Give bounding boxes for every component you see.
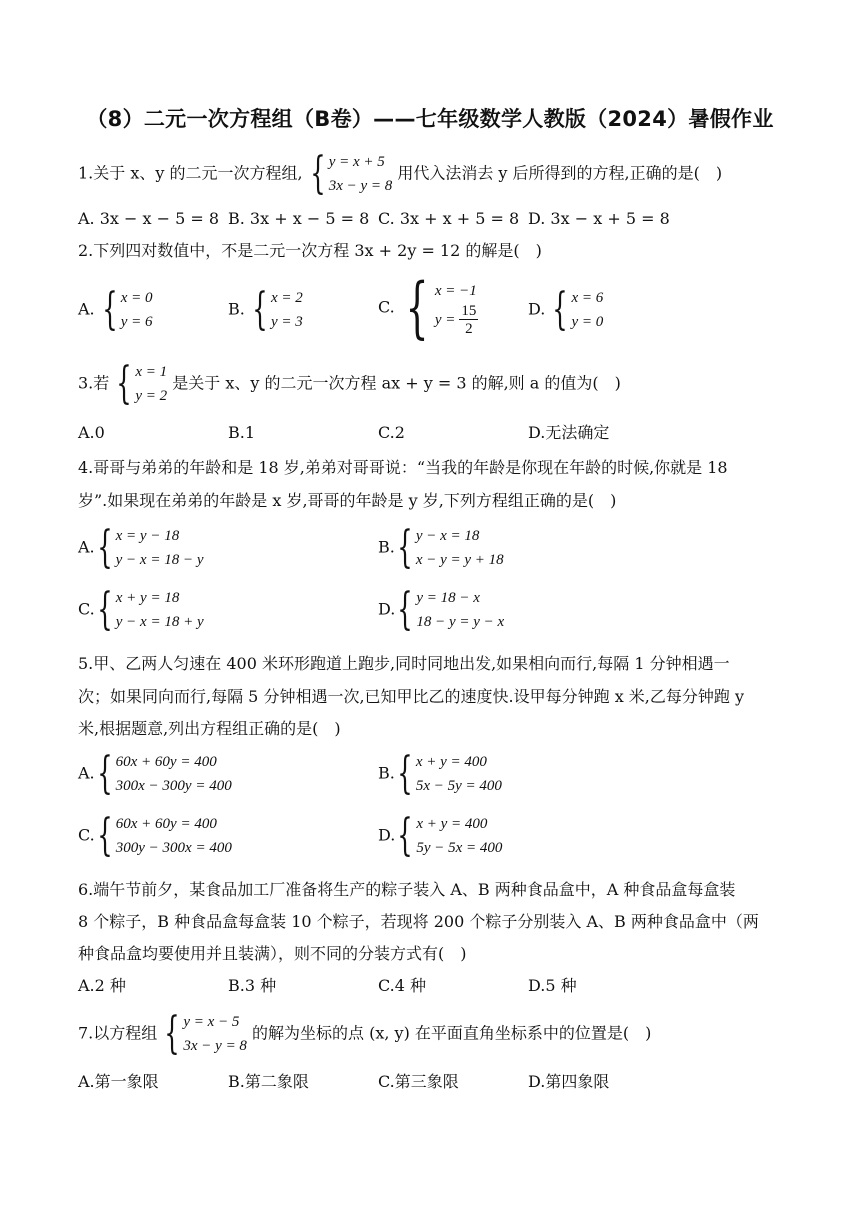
brace-icon: { [164, 1008, 181, 1059]
question-6-line-3: 种食品盒均要使用并且装满），则不同的分装方式有( ) [78, 944, 467, 963]
question-1 [78, 150, 722, 198]
question-4-line-2: 岁”.如果现在弟弟的年龄是 x 岁,哥哥的年龄是 y 岁,下列方程组正确的是( ) [78, 491, 617, 510]
question-4-line-1: 4.哥哥与弟弟的年龄和是 18 岁,弟弟对哥哥说：“当我的年龄是你现在年龄的时候,你就是 18 [78, 458, 728, 477]
q7-option-c[interactable]: C.第三象限 [378, 1072, 459, 1091]
question-7: 7.以方程组 { y = x − 5 3x − y = 8 的解为坐标的点 (x, y) 在平面直角坐标系中的位置是( ) [78, 1008, 652, 1059]
question-5-line-2: 次；如果同向而行,每隔 5 分钟相遇一次,已知甲比乙的速度快.设甲每分钟跑 x 米,乙每分钟跑 y [78, 687, 745, 706]
brace-icon: { [116, 358, 133, 409]
q4-option-d[interactable]: D. { y = 18 − x 18 − y = y − x [378, 584, 505, 635]
q1-stem-post: 用代入法消去 y 后所得到的方程,正确的是( ) [397, 163, 723, 183]
q1-eq1: y = x + 5 [328, 154, 385, 170]
q4-option-a[interactable]: A. { x = y − 18 y − x = 18 − y [78, 522, 204, 573]
brace-icon: { [397, 810, 414, 861]
q5-option-b[interactable]: B. { x + y = 400 5x − 5y = 400 [378, 748, 502, 799]
brace-icon: { [397, 584, 414, 635]
brace-icon: { [97, 584, 113, 635]
brace-icon: { [397, 522, 413, 573]
q1-eq2: 3x − y = 8 [328, 178, 393, 194]
q3-option-b[interactable]: B.1 [228, 423, 256, 442]
question-5-line-3: 米,根据题意,列出方程组正确的是( ) [78, 719, 341, 738]
question-6-line-1: 6.端午节前夕，某食品加工厂准备将生产的粽子装入 A、B 两种食品盒中，A 种食品盒每盒装 [78, 880, 736, 899]
question-5-line-1: 5.甲、乙两人匀速在 400 米环形跑道上跑步,同时同地出发,如果相向而行,每隔 1 分钟相遇一 [78, 654, 730, 673]
q6-option-c[interactable]: C.4 种 [378, 976, 427, 995]
page-title: （8）二元一次方程组（B卷）——七年级数学人教版（2024）暑假作业 [86, 107, 774, 131]
q5-option-d[interactable]: D. { x + y = 400 5y − 5x = 400 [378, 810, 503, 861]
q3-option-a[interactable]: A.0 [78, 423, 105, 442]
question-3: 3.若 { x = 1 y = 2 是关于 x、y 的二元一次方程 ax + y = 3 的解,则 a 的值为( ) [78, 358, 621, 409]
q2-option-b[interactable]: B. { x = 2 y = 3 [228, 284, 303, 335]
q6-option-d[interactable]: D.5 种 [528, 976, 577, 995]
q1-option-b[interactable]: B. 3x + x − 5 = 8 [228, 209, 370, 228]
q1-option-c[interactable]: C. 3x + x + 5 = 8 [378, 209, 520, 228]
question-2: 2.下列四对数值中，不是二元一次方程 3x + 2y = 12 的解是( ) [78, 241, 542, 260]
q2-option-c[interactable]: C. { x = −1 y = $\frac{15}{2}$ [378, 269, 477, 346]
q1-option-a[interactable]: A. 3x − x − 5 = 8 [78, 209, 220, 228]
q7-option-b[interactable]: B.第二象限 [228, 1072, 309, 1091]
q1-option-d[interactable]: D. 3x − x + 5 = 8 [528, 209, 670, 228]
brace-icon: { [552, 284, 569, 335]
q1-equation-system [308, 150, 393, 198]
brace-icon: { [96, 522, 113, 573]
q4-option-b[interactable]: B. { y − x = 18 x − y = y + 18 [378, 522, 504, 573]
q5-option-a[interactable]: A. { 60x + 60y = 400 300x − 300y = 400 [78, 748, 232, 799]
brace-icon: { [97, 810, 113, 861]
q5-option-c[interactable]: C. { 60x + 60y = 400 300y − 300x = 400 [78, 810, 232, 861]
q3-option-c[interactable]: C.2 [378, 423, 405, 442]
q7-option-d[interactable]: D.第四象限 [528, 1072, 610, 1091]
q4-option-c[interactable]: C. { x + y = 18 y − x = 18 + y [78, 584, 204, 635]
q2-option-a[interactable]: A. { x = 0 y = 6 [78, 284, 153, 335]
brace-icon: { [102, 284, 118, 335]
q6-option-a[interactable]: A.2 种 [78, 976, 126, 995]
q6-option-b[interactable]: B.3 种 [228, 976, 277, 995]
q7-option-a[interactable]: A.第一象限 [78, 1072, 159, 1091]
brace-icon: { [96, 748, 113, 799]
brace-icon: { [405, 269, 429, 346]
brace-icon: { [309, 148, 326, 199]
q3-option-d[interactable]: D.无法确定 [528, 423, 610, 442]
brace-icon: { [252, 284, 268, 335]
question-6-line-2: 8 个粽子，B 种食品盒每盒装 10 个粽子，若现将 200 个粽子分别装入 A、B 两种食品盒中（两 [78, 912, 759, 931]
q2-option-d[interactable]: D. { x = 6 y = 0 [528, 284, 604, 335]
q1-stem-pre: 1.关于 x、y 的二元一次方程组, [78, 163, 303, 183]
brace-icon: { [397, 748, 413, 799]
